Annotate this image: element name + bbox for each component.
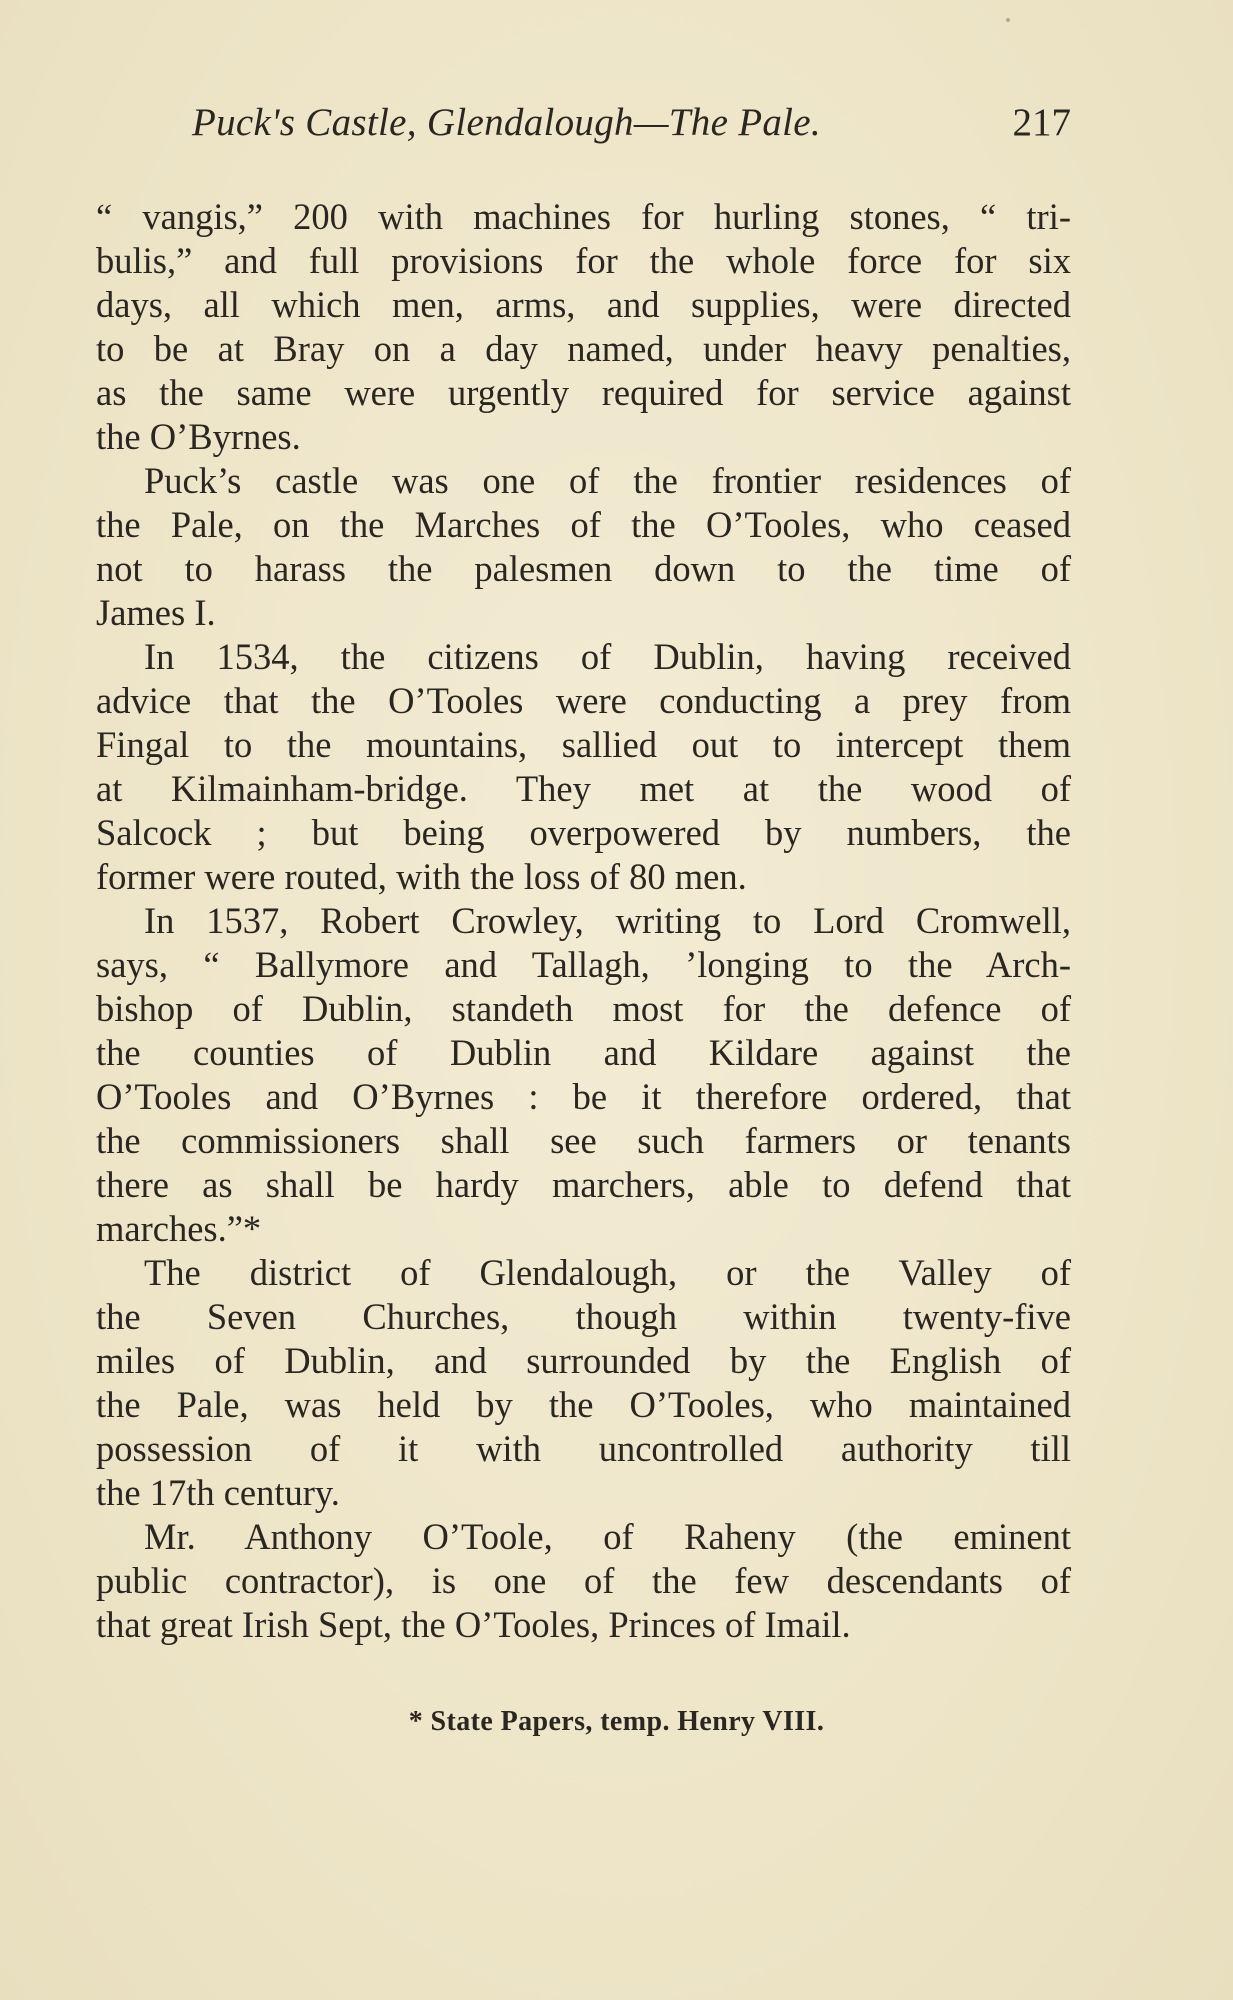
text-line: The district of Glendalough, or the Valley of <box>144 1252 1071 1293</box>
text-line: days, all which men, arms, and supplies, were directed <box>96 284 1071 325</box>
text-line: that great Irish Sept, the O’Tooles, Princes of Imail. <box>96 1604 851 1645</box>
running-header <box>96 100 1071 160</box>
text-line: advice that the O’Tooles were conducting a prey from <box>96 680 1071 721</box>
text-line: the Pale, on the Marches of the O’Tooles, who ceased <box>96 504 1071 545</box>
text-line: not to harass the palesmen down to the time of <box>96 548 1071 589</box>
text-line: the Seven Churches, though within twenty-five <box>96 1296 1071 1337</box>
text-line: the O’Byrnes. <box>96 416 301 457</box>
text-line: “ vangis,” 200 with machines for hurling stones, “ tri- <box>96 196 1071 237</box>
text-line: Fingal to the mountains, sallied out to intercept them <box>96 724 1071 765</box>
text-line: as the same were urgently required for service against <box>96 372 1071 413</box>
text-line: In 1537, Robert Crowley, writing to Lord Cromwell, <box>144 900 1071 941</box>
text-line: In 1534, the citizens of Dublin, having received <box>144 636 1071 677</box>
text-line: miles of Dublin, and surrounded by the English of <box>96 1340 1071 1381</box>
text-line: marches.”* <box>96 1208 262 1249</box>
page-number: 217 <box>1012 101 1071 144</box>
text-line: former were routed, with the loss of 80 men. <box>96 856 747 897</box>
text-line: the 17th century. <box>96 1472 340 1513</box>
text-line: the commissioners shall see such farmers or tenants <box>96 1120 1071 1161</box>
text-line: the counties of Dublin and Kildare against the <box>96 1032 1071 1073</box>
text-line: to be at Bray on a day named, under heavy penalties, <box>96 328 1071 369</box>
footnote: * State Papers, temp. Henry VIII. <box>408 1706 825 1737</box>
text-line: Puck’s castle was one of the frontier residences of <box>144 460 1071 501</box>
text-line: Mr. Anthony O’Toole, of Raheny (the eminent <box>144 1516 1071 1557</box>
text-line: at Kilmainham-bridge. They met at the wood of <box>96 768 1071 809</box>
text-line: possession of it with uncontrolled authority till <box>96 1428 1071 1469</box>
text-line: Salcock ; but being overpowered by numbers, the <box>96 812 1071 853</box>
text-line: the Pale, was held by the O’Tooles, who maintained <box>96 1384 1071 1425</box>
text-line: O’Tooles and O’Byrnes : be it therefore ordered, that <box>96 1076 1071 1117</box>
text-line: bulis,” and full provisions for the whole force for six <box>96 240 1071 281</box>
text-line: says, “ Ballymore and Tallagh, ’longing to the Arch- <box>96 944 1071 985</box>
paper-speck <box>1006 18 1010 22</box>
body-text <box>96 195 1071 1647</box>
text-line: public contractor), is one of the few descendants of <box>96 1560 1071 1601</box>
text-line: there as shall be hardy marchers, able to defend that <box>96 1164 1071 1205</box>
text-line: bishop of Dublin, standeth most for the defence of <box>96 988 1071 1029</box>
running-title: Puck's Castle, Glendalough—The Pale. <box>192 101 821 144</box>
text-line: James I. <box>96 592 216 633</box>
